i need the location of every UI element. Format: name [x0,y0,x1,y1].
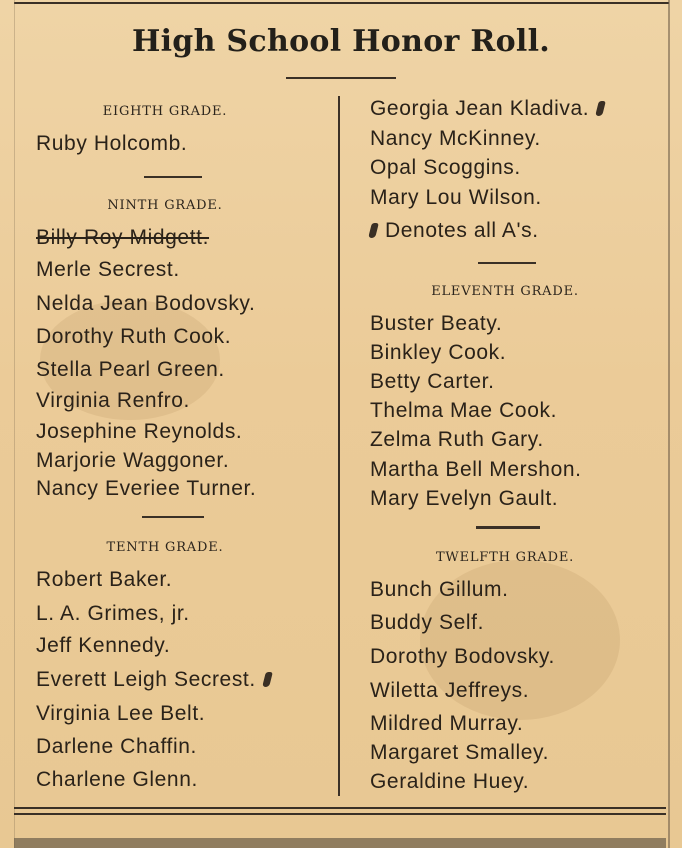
honor-name: Nancy McKinney. [370,127,541,150]
all-as-mark-icon [595,101,606,116]
top-border-rule [14,2,669,4]
honor-name: Wiletta Jeffreys. [370,679,530,702]
honor-name: L. A. Grimes, jr. [36,602,190,625]
honor-name-all-as [36,668,271,692]
legend-text: Denotes all A's. [385,219,539,242]
honor-name: Binkley Cook. [370,341,507,364]
honor-name: Ruby Holcomb. [36,132,188,155]
eleventh-grade-heading: ELEVENTH GRADE. [431,284,579,299]
clipping-bottom-edge [14,838,666,848]
honor-name: Stella Pearl Green. [36,358,225,381]
honor-name: Merle Secrest. [36,258,180,281]
honor-name: Buster Beaty. [370,312,503,335]
honor-name: Zelma Ruth Gary. [370,428,544,451]
honor-name-text: Georgia Jean Kladiva. [370,97,590,120]
section-separator [144,176,202,178]
honor-name: Mary Lou Wilson. [370,186,542,209]
right-edge [668,0,670,848]
honor-name: Margaret Smalley. [370,741,550,764]
honor-name: Bunch Gillum. [370,578,509,601]
section-separator [142,516,204,518]
honor-name: Mildred Murray. [370,712,524,735]
honor-name-all-as [370,97,604,121]
title-underline [286,77,396,79]
honor-name: Virginia Renfro. [36,389,190,412]
honor-name-text: Everett Leigh Secrest. [36,668,256,691]
honor-name: Charlene Glenn. [36,768,198,791]
honor-name: Robert Baker. [36,568,173,591]
honor-name: Jeff Kennedy. [36,634,171,657]
page-title: High School Honor Roll. [131,24,551,59]
honor-name: Geraldine Huey. [370,770,530,793]
honor-name: Buddy Self. [370,611,484,634]
all-as-mark-icon [262,672,273,687]
honor-name: Nancy Everiee Turner. [36,477,257,500]
honor-name-struck: Billy Roy Midgett. [36,226,210,249]
left-edge [14,0,15,848]
bottom-rule [14,813,666,815]
tenth-grade-heading: TENTH GRADE. [106,540,224,555]
honor-name: Darlene Chaffin. [36,735,197,758]
legend-note [370,219,539,243]
section-separator [478,262,536,264]
honor-name: Dorothy Bodovsky. [370,645,555,668]
honor-name: Josephine Reynolds. [36,420,243,443]
honor-name: Marjorie Waggoner. [36,449,230,472]
honor-name: Virginia Lee Belt. [36,702,206,725]
bottom-rule [14,807,666,809]
section-separator [476,526,540,529]
ninth-grade-heading: NINTH GRADE. [107,198,223,213]
all-as-mark-icon [368,223,379,238]
honor-name: Dorothy Ruth Cook. [36,325,232,348]
twelfth-grade-heading: TWELFTH GRADE. [435,550,575,565]
eighth-grade-heading: EIGHTH GRADE. [102,104,228,119]
honor-name: Martha Bell Mershon. [370,458,582,481]
honor-name: Thelma Mae Cook. [370,399,558,422]
column-divider [338,96,340,796]
honor-name: Nelda Jean Bodovsky. [36,292,256,315]
honor-name: Mary Evelyn Gault. [370,487,559,510]
honor-name: Opal Scoggins. [370,156,521,179]
honor-name: Betty Carter. [370,370,495,393]
